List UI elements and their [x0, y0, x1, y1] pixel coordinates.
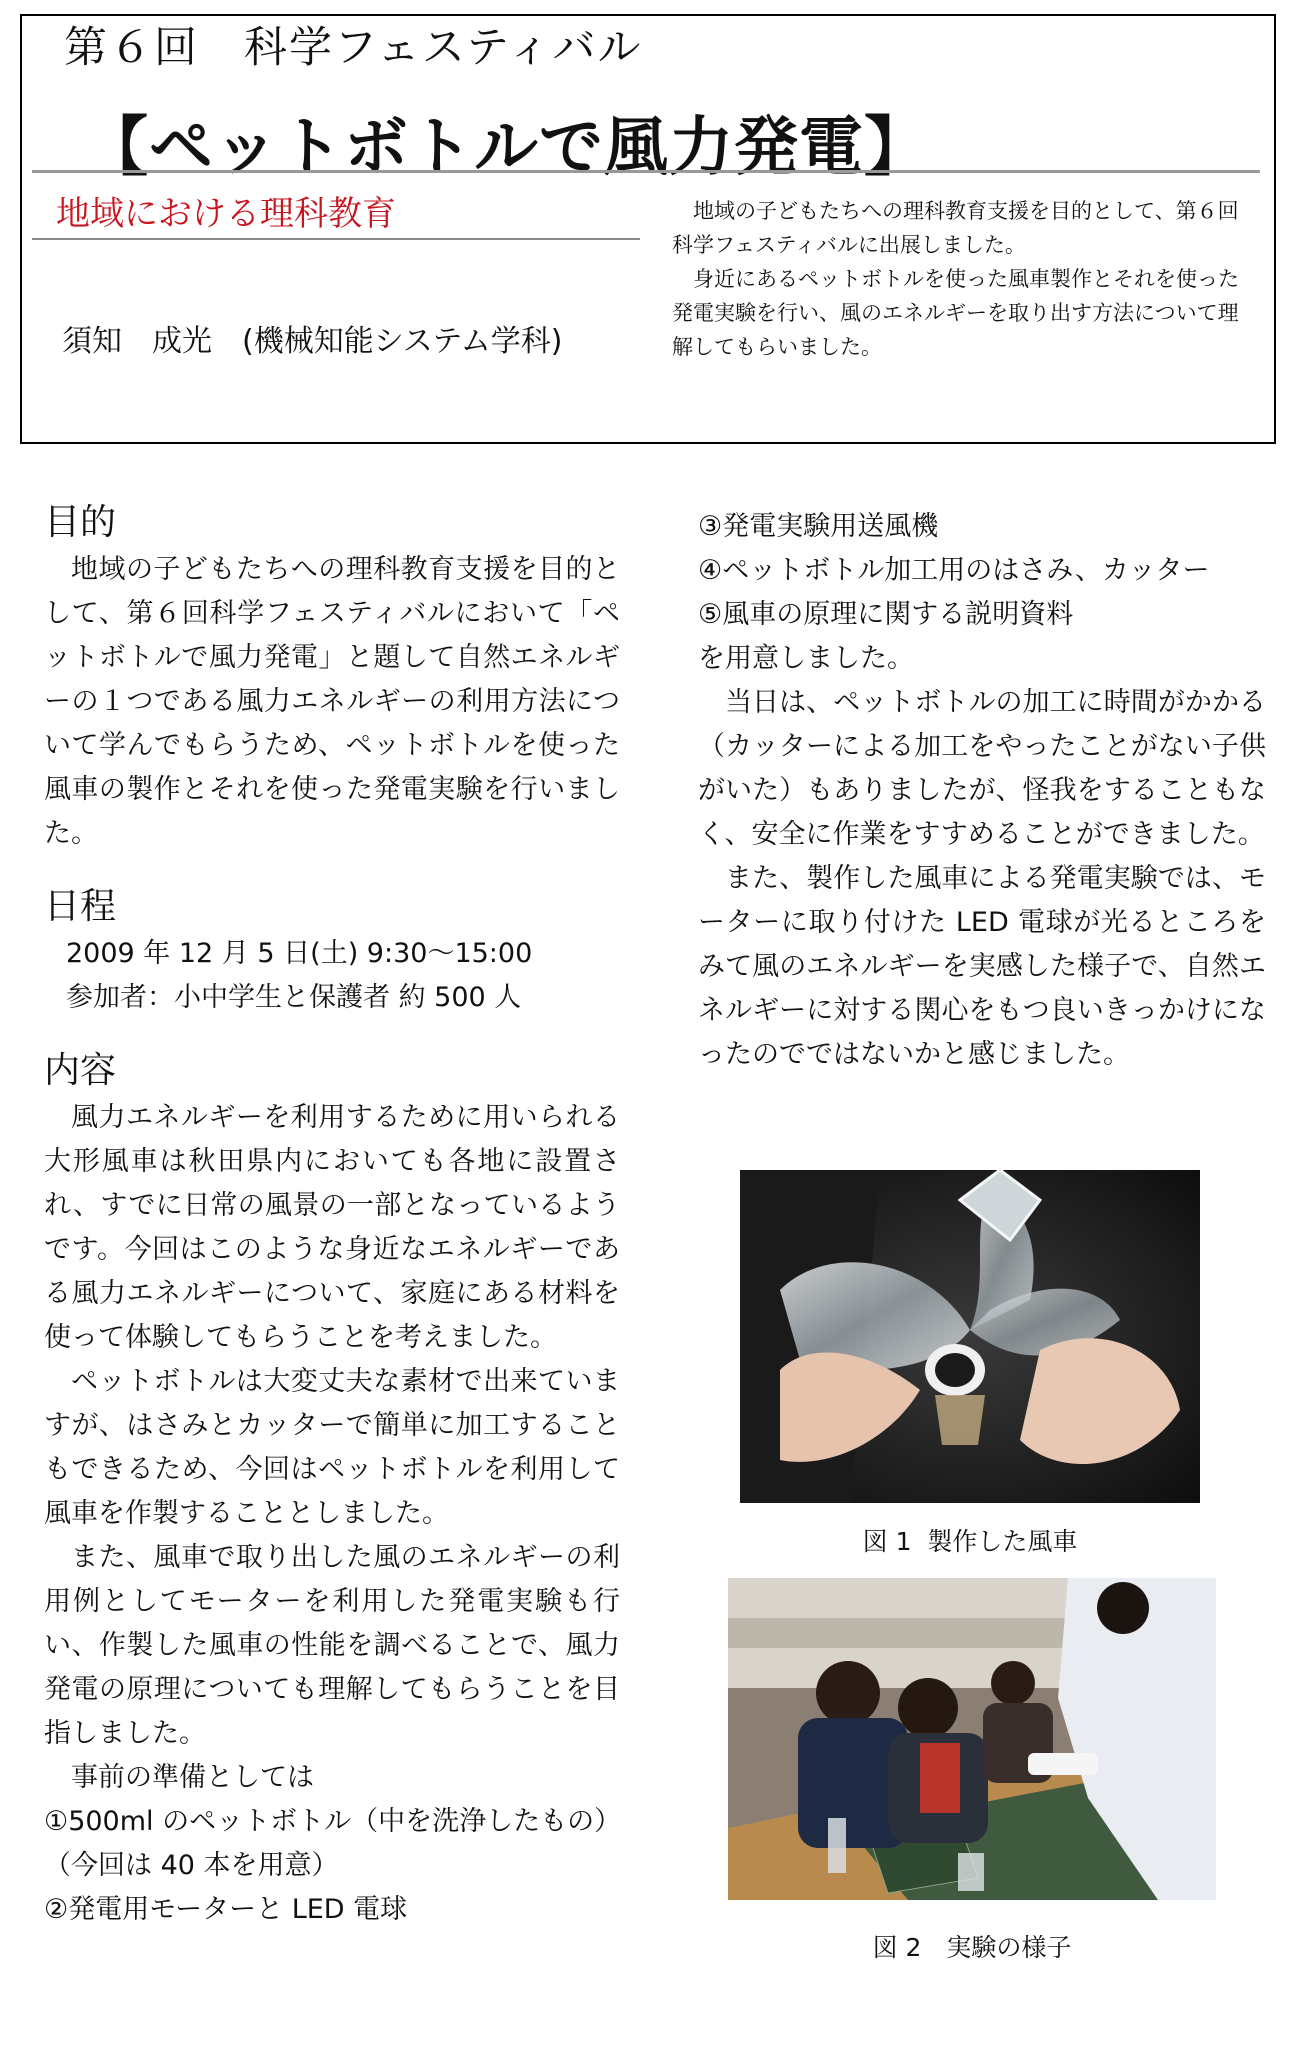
content-paragraph-1: 風力エネルギーを利用するために用いられる大形風車は秋田県内においても各地に設置され、すでに日常の風景の一部となっているようです。今回はこのような身近なエネルギーである風力エネルギーについて、家庭にある材料を使って体験してもらうことを考えました。 — [44, 1102, 620, 1353]
schedule-date: 2009 年 12 月 5 日(土) 9:30～15:00 — [66, 938, 533, 969]
schedule-heading: 日程 — [44, 886, 117, 927]
author: 須知 成光 (機械知能システム学科) — [62, 324, 563, 359]
prep-item-5: ⑤風車の原理に関する説明資料 — [698, 599, 1074, 630]
subtitle-divider — [32, 238, 640, 240]
prep-intro: 事前の準備としては — [71, 1762, 314, 1793]
prep-item-2: ②発電用モーターと LED 電球 — [44, 1894, 408, 1925]
prep-item-3: ③発電実験用送風機 — [698, 511, 939, 542]
prep-item-1-note: （今回は 40 本を用意） — [44, 1850, 339, 1881]
abstract — [672, 194, 1252, 364]
prep-item-1: ①500ml のペットボトル（中を洗浄したもの） — [44, 1806, 622, 1837]
content-paragraph-5: また、製作した風車による発電実験では、モーターに取り付けた LED 電球が光るところをみて風のエネルギーを実感した様子で、自然エネルギーに対する関心をもつ良いきっかけになったのでではないかと感じました。 — [698, 863, 1266, 1070]
content-paragraph-4: 当日は、ペットボトルの加工に時間がかかる（カッターによる加工をやったことがない子供がいた）もありましたが、怪我をすることもなく、安全に作業をすすめることができました。 — [698, 687, 1266, 850]
pinwheel-photo-image — [740, 1170, 1200, 1503]
right-column — [698, 505, 1266, 1077]
content-paragraph-3: また、風車で取り出した風のエネルギーの利用例としてモーターを利用した発電実験も行い、作製した風車の性能を調べることで、風力発電の原理についても理解してもらうことを目指しました。 — [44, 1542, 620, 1749]
festival-name: 第６回 科学フェスティバル — [64, 23, 643, 73]
purpose-body: 地域の子どもたちへの理科教育支援を目的として、第６回科学フェスティバルにおいて「ペットボトルで風力発電」と題して自然エネルギーの１つである風力エネルギーの利用方法について学んでもらうため、ペットボトルを使った風車の製作とそれを使った発電実験を行いました。 — [44, 554, 620, 849]
subtitle: 地域における理科教育 — [56, 194, 396, 234]
abstract-paragraph-2: 身近にあるペットボトルを使った風車製作とそれを使った発電実験を行い、風のエネルギーを取り出す方法について理解してもらいました。 — [672, 267, 1239, 359]
left-column — [44, 498, 620, 1932]
abstract-paragraph-1: 地域の子どもたちへの理科教育支援を目的として、第６回科学フェスティバルに出展しました。 — [672, 199, 1239, 257]
title-divider — [32, 170, 1260, 173]
figure-1-caption: 図 1 製作した風車 — [862, 1527, 1078, 1556]
prep-end: を用意しました。 — [698, 643, 914, 674]
figure-2-caption: 図 2 実験の様子 — [872, 1933, 1072, 1962]
figure-1-photo — [740, 1170, 1200, 1503]
page-title: 【ペットボトルで風力発電】 — [84, 111, 929, 185]
prep-item-4: ④ペットボトル加工用のはさみ、カッター — [698, 555, 1210, 586]
content-heading: 内容 — [44, 1050, 117, 1091]
experiment-photo-image — [728, 1578, 1216, 1900]
schedule-participants: 参加者：小中学生と保護者 約 500 人 — [66, 982, 522, 1013]
content-paragraph-2: ペットボトルは大変丈夫な素材で出来ていますが、はさみとカッターで簡単に加工することもできるため、今回はペットボトルを利用して風車を作製することとしました。 — [44, 1366, 620, 1529]
figure-2-photo — [728, 1578, 1216, 1900]
purpose-heading: 目的 — [44, 502, 117, 543]
